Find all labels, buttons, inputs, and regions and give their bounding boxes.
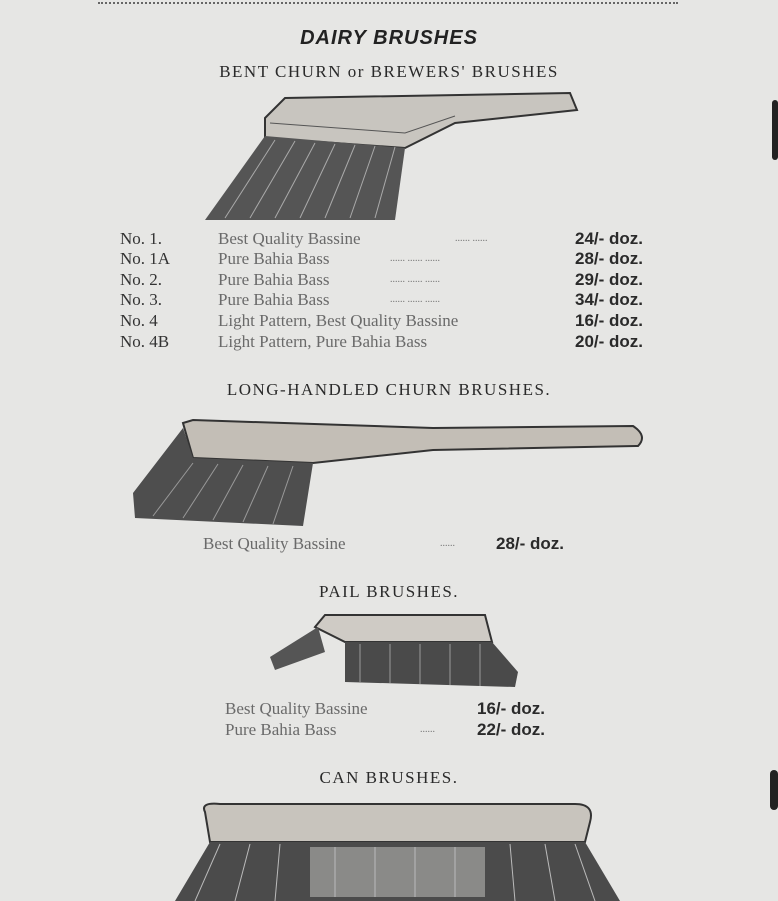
item-price: 28/- doz.: [496, 534, 565, 553]
item-number: No. 1.: [120, 229, 163, 248]
item-price: 16/- doz.: [477, 699, 546, 718]
dot-leader: ......: [420, 724, 435, 735]
item-description: Best Quality Bassine: [203, 534, 346, 553]
item-price: 22/- doz.: [477, 720, 546, 739]
item-description: Pure Bahia Bass: [218, 270, 330, 289]
page-edge-shadow: [770, 770, 778, 810]
item-number: No. 4: [120, 311, 158, 330]
item-number: No. 3.: [120, 290, 163, 309]
section-heading-pail: PAIL BRUSHES.: [318, 582, 460, 601]
can-brush-illustration: [175, 802, 620, 901]
item-description: Best Quality Bassine: [225, 699, 368, 718]
item-price: 24/- doz.: [575, 229, 644, 248]
section-heading-long-handled: LONG-HANDLED CHURN BRUSHES.: [226, 380, 552, 399]
item-description: Pure Bahia Bass: [218, 290, 330, 309]
item-number: No. 2.: [120, 270, 163, 289]
dot-leader: ......: [440, 538, 455, 549]
top-dotted-rule: [98, 2, 678, 4]
item-number: No. 4B: [120, 332, 170, 351]
item-description: Light Pattern, Best Quality Bassine: [218, 311, 459, 330]
pail-brush-illustration: [270, 612, 525, 692]
item-price: 20/- doz.: [575, 332, 644, 351]
item-description: Pure Bahia Bass: [225, 720, 337, 739]
item-price: 29/- doz.: [575, 270, 644, 289]
item-price: 28/- doz.: [575, 249, 644, 268]
dot-leader: ...... ...... ......: [390, 274, 440, 285]
page-title: DAIRY BRUSHES: [300, 27, 478, 49]
dot-leader: ...... ...... ......: [390, 253, 440, 264]
page-edge-shadow: [772, 100, 778, 160]
item-price: 34/- doz.: [575, 290, 644, 309]
bent-churn-brush-illustration: [205, 88, 585, 223]
item-description: Best Quality Bassine: [218, 229, 361, 248]
item-number: No. 1A: [120, 249, 171, 268]
section-heading-can: CAN BRUSHES.: [319, 768, 459, 787]
section-heading-bent-churn: BENT CHURN or BREWERS' BRUSHES: [219, 62, 559, 81]
dot-leader: ...... ......: [455, 233, 488, 244]
long-handled-brush-illustration: [133, 418, 648, 528]
item-price: 16/- doz.: [575, 311, 644, 330]
item-description: Pure Bahia Bass: [218, 249, 330, 268]
dot-leader: ...... ...... ......: [390, 294, 440, 305]
item-description: Light Pattern, Pure Bahia Bass: [218, 332, 428, 351]
